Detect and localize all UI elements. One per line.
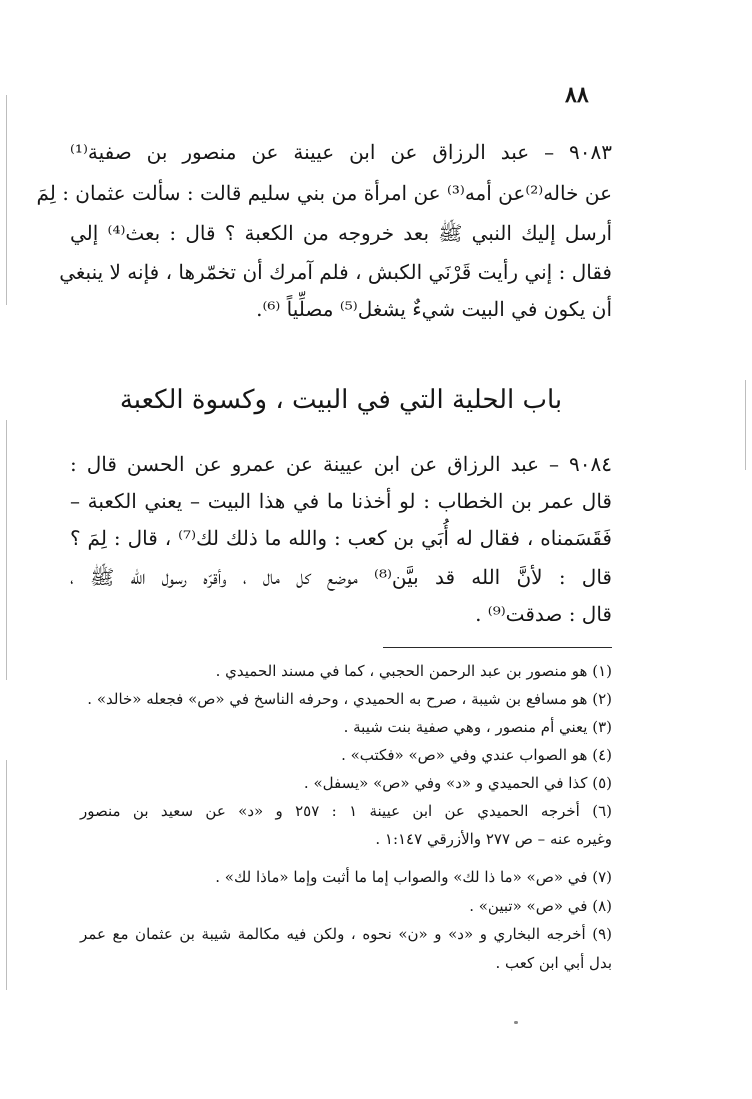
footnote: (٤) هو الصواب عندي وفي «ص» «فكتب» . <box>341 746 612 764</box>
hadith-9084-line: ٩٠٨٤ – عبد الرزاق عن ابن عيينة عن عمرو عن الحسن قال : <box>70 452 612 476</box>
hadith-9083-line: فقال : إني رأيت قَرْنَي الكبش ، فلم آمرك أن تخمّرها ، فإنه لا ينبغي <box>59 260 612 284</box>
hadith-9083-line: أن يكون في البيت شيءٌ يشغل⁽⁵⁾ مصلِّياً ⁽⁶⁾. <box>256 297 612 321</box>
footnote: (٢) هو مسافع بن شيبة ، صرح به الحميدي ، وحرفه الناسخ في «ص» فجعله «خالد» . <box>87 690 612 708</box>
scan-edge-line <box>745 380 746 470</box>
footnote: (٧) في «ص» «ما ذا لك» والصواب إما ما أثبت وإما «ماذا لك» . <box>215 868 612 886</box>
hadith-9084-line: قال : لأنَّ الله قد بيَّن⁽⁸⁾ موضع كل مال ، وأقرّه رسول الله ﷺ ، <box>70 565 612 589</box>
scan-speck <box>514 1021 518 1024</box>
scan-edge-line <box>6 95 7 305</box>
scan-edge-line <box>6 420 7 680</box>
footnote: (٩) أخرجه البخاري و «د» و «ن» نحوه ، ولكن فيه مكالمة شيبة بن عثمان مع عمر <box>80 925 612 943</box>
page-number: ٨٨ <box>565 82 589 108</box>
hadith-9084-line: قال : صدقت⁽⁹⁾ . <box>475 602 612 626</box>
chapter-title: باب الحلية التي في البيت ، وكسوة الكعبة <box>119 385 563 415</box>
hadith-9084-line: قال عمر بن الخطاب : لو أخذنا ما في هذا البيت – يعني الكعبة – <box>70 489 612 513</box>
hadith-9083-line: عن خاله⁽²⁾عن أمه⁽³⁾ عن امرأة من بني سليم قالت : سألت عثمان : لِمَ <box>36 181 612 205</box>
footnote: (٥) كذا في الحميدي و «د» وفي «ص» «يسفل» . <box>303 774 612 792</box>
hadith-9083-line: أرسل إليك النبي ﷺ بعد خروجه من الكعبة ؟ قال : بعث⁽⁴⁾ إلي <box>70 221 613 245</box>
footnote-continuation: بدل أبي ابن كعب . <box>495 954 612 972</box>
scan-edge-line <box>6 760 7 990</box>
hadith-9084-line: فَقَسَمناه ، فقال له أُبَي بن كعب : والله ما ذلك لك⁽⁷⁾ ، قال : لِمَ ؟ <box>70 526 612 550</box>
hadith-9083-line: ٩٠٨٣ – عبد الرزاق عن ابن عيينة عن منصور بن صفية⁽¹⁾ <box>70 140 612 164</box>
footnote-separator <box>383 647 612 648</box>
footnote-continuation: وغيره عنه – ص ٢٧٧ والأزرقي ١:١٤٧ . <box>375 830 612 848</box>
footnote: (١) هو منصور بن عبد الرحمن الحجبي ، كما في مسند الحميدي . <box>215 662 612 680</box>
footnote: (٣) يعني أم منصور ، وهي صفية بنت شيبة . <box>343 718 612 736</box>
footnote: (٨) في «ص» «تبين» . <box>469 897 612 915</box>
footnote: (٦) أخرجه الحميدي عن ابن عيينة ١ : ٢٥٧ و «د» عن سعيد بن منصور <box>80 802 612 820</box>
